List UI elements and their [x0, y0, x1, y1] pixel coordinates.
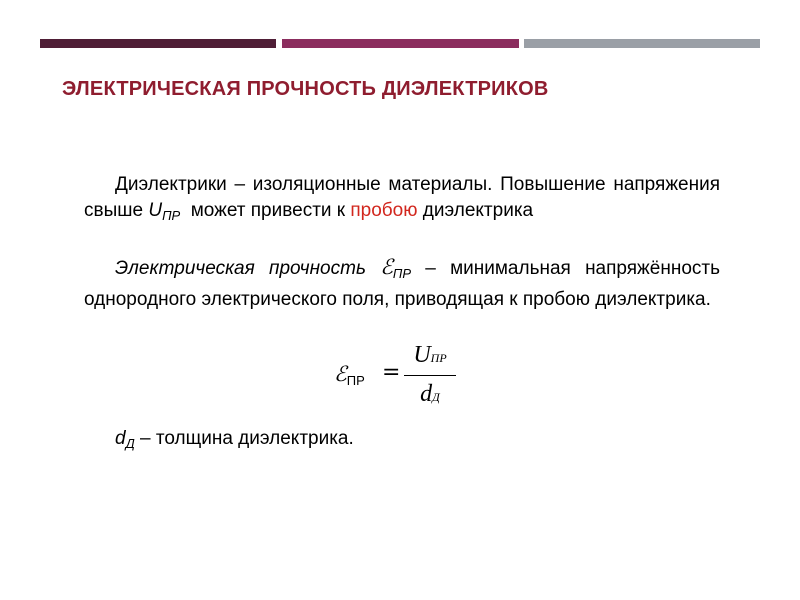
thickness-note-text: – толщина диэлектрика.: [134, 428, 354, 449]
formula-numerator-symbol: U: [413, 342, 431, 368]
paragraph2-text-b: – минимальная напряжённость однородного электрического поля, приводящая к пробою диэлектрика.: [84, 258, 720, 310]
header-accent-bar-2: [282, 39, 519, 48]
formula-fraction: [404, 340, 456, 413]
thickness-symbol: d: [115, 428, 126, 449]
formula-fraction-line: [404, 375, 456, 376]
formula-denominator-subscript: Д: [432, 390, 440, 404]
formula-equals: =: [382, 360, 401, 385]
strength-formula: [334, 340, 464, 416]
slide-title: ЭЛЕКТРИЧЕСКАЯ ПРОЧНОСТЬ ДИЭЛЕКТРИКОВ: [62, 78, 549, 100]
header-accent-bar-3: [524, 39, 760, 48]
formula-lhs-subscript: ПР: [346, 373, 365, 388]
formula-lhs: [334, 362, 365, 388]
breakdown-highlight: пробою: [350, 200, 418, 221]
voltage-symbol-subscript: ПР: [162, 208, 181, 223]
thickness-symbol-subscript: Д: [125, 436, 135, 451]
paragraph-dielectric-strength: [84, 254, 720, 313]
formula-numerator: [404, 340, 456, 373]
voltage-symbol: U: [148, 200, 163, 221]
formula-numerator-subscript: ПР: [430, 351, 447, 365]
header-accent-bar-1: [40, 39, 276, 48]
paragraph1-text-b: может привести к: [180, 200, 351, 221]
thickness-note: [115, 426, 354, 457]
formula-lhs-symbol: ℰ: [334, 362, 347, 386]
formula-denominator-symbol: d: [420, 381, 433, 407]
strength-symbol-subscript: ПР: [392, 266, 411, 281]
paragraph1-text-c: диэлектрика: [417, 200, 534, 221]
strength-symbol: ℰ: [380, 255, 393, 279]
formula-denominator: [404, 378, 456, 413]
paragraph-definition-dielectrics: [84, 172, 720, 229]
paragraph1-text-a: Диэлектрики – изоляционные материалы. Повышение напряжения свыше: [84, 174, 720, 221]
paragraph2-text-a: Электрическая прочность: [115, 258, 381, 279]
